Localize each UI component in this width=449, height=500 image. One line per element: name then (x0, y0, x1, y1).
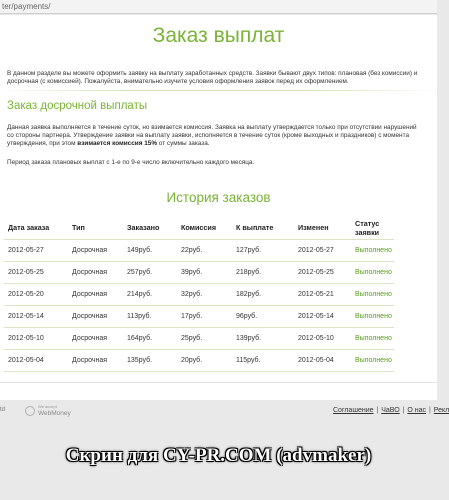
cell-changed: 2012-05-25 (294, 262, 351, 284)
table-row (4, 240, 394, 262)
page-title: Заказ выплат (152, 24, 285, 47)
cell-commission: 22руб. (177, 240, 232, 262)
footer-separator: | (374, 407, 381, 414)
cell-type: Досрочная (68, 284, 123, 306)
history-title: История заказов (166, 190, 271, 205)
col-status: Статус заявки (351, 216, 394, 240)
footer-link-faq[interactable]: ЧаВО (381, 407, 400, 414)
col-changed: Изменен (294, 216, 351, 240)
footer-separator: | (400, 407, 407, 414)
webmoney-globe-icon (25, 406, 35, 416)
cell-commission: 25руб. (177, 328, 232, 350)
cell-status: Выполнено (351, 328, 394, 350)
cell-status: Выполнено (351, 350, 394, 372)
section-divider (0, 90, 437, 91)
table-row (4, 328, 394, 350)
cell-type: Досрочная (68, 240, 123, 262)
early-text-part1: Данная заявка выполняется в течение суток, но взимается комиссия. Заявка на выплату утверждается только при отсутствии нарушений со стороны партнера. Утверждение заявки на выплату заявки, исполняется в течение суток (кроме выходных и праздников) с момента утверждения, при этом (7, 124, 417, 147)
cell-order-date: 2012-05-20 (4, 284, 68, 306)
cell-commission: 17руб. (177, 306, 232, 328)
early-payout-title: Заказ досрочной выплаты (7, 100, 148, 112)
cell-order-date: 2012-05-10 (4, 328, 68, 350)
webmoney-label: WebMoney (38, 410, 71, 417)
footer-link-ads[interactable]: Рекл (433, 407, 449, 414)
page-content (0, 15, 437, 400)
col-payout: К выплате (232, 216, 294, 240)
address-bar[interactable] (0, 0, 437, 14)
cell-payout: 182руб. (232, 284, 294, 306)
cell-payout: 115руб. (232, 350, 294, 372)
footer-link-about[interactable]: О нас (407, 407, 427, 414)
cell-status: Выполнено (351, 284, 394, 306)
footer-nav (333, 407, 449, 414)
cell-type: Досрочная (68, 306, 123, 328)
early-text-part2: от суммы заказа. (157, 140, 210, 147)
cell-order-date: 2012-05-25 (4, 262, 68, 284)
period-text: Период заказа плановых выплат с 1-е по 9-е число включительно каждого месяца. (7, 159, 255, 166)
footer-separator: | (427, 407, 433, 414)
early-payout-text (7, 124, 425, 148)
cell-order-date: 2012-05-27 (4, 240, 68, 262)
cell-payout: 127руб. (232, 240, 294, 262)
cell-changed: 2012-05-21 (294, 284, 351, 306)
cell-ordered: 164руб. (123, 328, 177, 350)
webmoney-caption: We accept (38, 404, 57, 409)
cell-status: Выполнено (351, 240, 394, 262)
cell-type: Досрочная (68, 262, 123, 284)
screenshot-caption: Скрин для CY-PR.COM (advmaker) (65, 445, 372, 466)
col-order-date: Дата заказа (4, 216, 68, 240)
col-commission: Комиссия (177, 216, 232, 240)
cell-payout: 218руб. (232, 262, 294, 284)
cell-status: Выполнено (351, 262, 394, 284)
cell-ordered: 257руб. (123, 262, 177, 284)
cell-changed: 2012-05-04 (294, 350, 351, 372)
footer-link-agreement[interactable]: Соглашение (333, 407, 374, 414)
cell-order-date: 2012-05-04 (4, 350, 68, 372)
cell-commission: 32руб. (177, 284, 232, 306)
intro-text: В данном разделе вы можете оформить заявку на выплату заработанных средств. Заявки бывают двух типов: плановая (без комиссии) и досрочная (с комиссией). Пожалуйста, внимательно изучите условия оформления заявок перед их оформлением. (7, 70, 418, 85)
cell-order-date: 2012-05-14 (4, 306, 68, 328)
cell-payout: 96руб. (232, 306, 294, 328)
table-row (4, 262, 394, 284)
cell-changed: 2012-05-14 (294, 306, 351, 328)
cell-ordered: 214руб. (123, 284, 177, 306)
cell-ordered: 135руб. (123, 350, 177, 372)
cell-commission: 39руб. (177, 262, 232, 284)
table-row (4, 284, 394, 306)
col-ordered: Заказано (123, 216, 177, 240)
cell-status: Выполнено (351, 306, 394, 328)
table-header-row (4, 216, 394, 240)
content-bottom-border (0, 382, 437, 383)
cell-ordered: 113руб. (123, 306, 177, 328)
cell-changed: 2012-05-27 (294, 240, 351, 262)
table-row (4, 306, 394, 328)
url-text: ter/payments/ (2, 2, 51, 11)
cell-type: Досрочная (68, 350, 123, 372)
orders-table (4, 216, 394, 372)
cell-changed: 2012-05-10 (294, 328, 351, 350)
webmoney-logo[interactable] (10, 404, 71, 418)
col-type: Тип (68, 216, 123, 240)
cell-payout: 139руб. (232, 328, 294, 350)
table-row (4, 350, 394, 372)
cell-type: Досрочная (68, 328, 123, 350)
cell-ordered: 149руб. (123, 240, 177, 262)
cell-commission: 20руб. (177, 350, 232, 372)
commission-note: взимается комиссия 15% (77, 140, 158, 147)
footer-badge: td (0, 407, 6, 413)
